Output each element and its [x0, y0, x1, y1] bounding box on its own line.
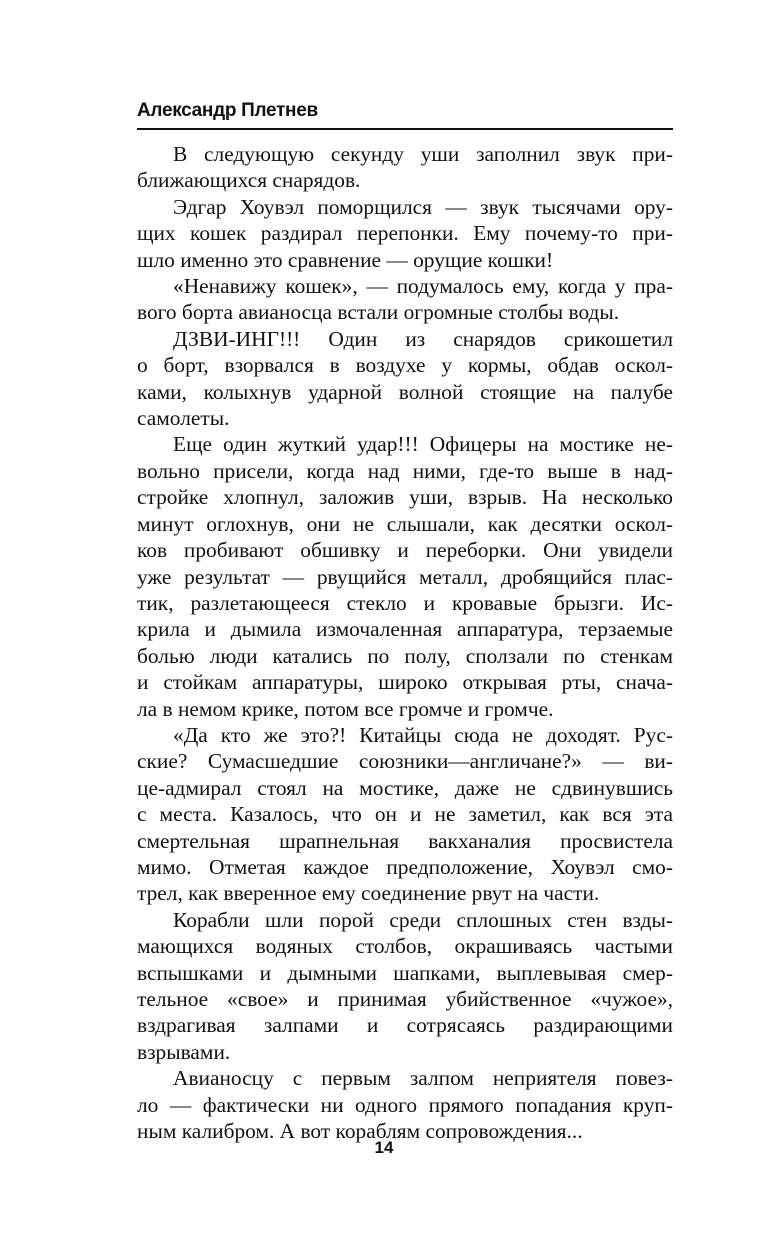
text-line: ла в немом крике, потом все громче и громче.	[137, 696, 554, 721]
text-line: тик, разлетающееся стекло и кровавые брызги. Ис-	[137, 590, 673, 615]
body-text	[137, 141, 673, 1144]
text-line: Корабли шли порой среди сплошных стен взды-	[173, 907, 673, 932]
text-line: стройке хлопнул, заложив уши, взрыв. На несколько	[137, 485, 673, 510]
paragraph	[137, 273, 673, 326]
text-line: и стойкам аппаратуры, широко открывая рты, снача-	[137, 670, 673, 695]
text-line: вольно присели, когда над ними, где-то выше в над-	[137, 458, 673, 483]
paragraph	[137, 194, 673, 273]
text-line: тельное «свое» и принимая убийственное «чужое»,	[137, 987, 673, 1011]
text-line: мимо. Отметая каждое предположение, Хоувэл смо-	[137, 854, 673, 879]
text-line: Авианосцу с первым залпом неприятеля повез-	[173, 1066, 673, 1091]
text-line: крила и дымила измочаленная аппаратура, терзаемые	[137, 617, 673, 642]
text-line: шло именно это сравнение — орущие кошки!	[137, 247, 554, 272]
text-line: ближающихся снарядов.	[137, 168, 361, 193]
text-line: Еще один жуткий удар!!! Офицеры на мостике не-	[173, 432, 673, 457]
text-line: о борт, взорвался в воздухе у кормы, обдав оскол-	[137, 353, 673, 378]
paragraph	[137, 907, 673, 1065]
paragraph	[137, 722, 673, 907]
text-line: «Да кто же это?! Китайцы сюда не доходят. Рус-	[173, 722, 673, 747]
text-line: с места. Казалось, что он и не заметил, как вся эта	[137, 802, 673, 827]
text-line: ным калибром. А вот кораблям сопровождения...	[137, 1119, 583, 1144]
text-line: «Ненавижу кошек», — подумалось ему, когда у пра-	[173, 274, 673, 299]
running-head	[137, 96, 673, 130]
text-line: ло — фактически ни одного прямого попадания круп-	[137, 1092, 673, 1117]
text-line: ДЗВИ-ИНГ!!! Один из снарядов срикошетил	[173, 326, 673, 351]
text-line: трел, как вверенное ему соединение рвут на части.	[137, 881, 600, 906]
text-line: болью люди катались по полу, сползали по стенкам	[137, 643, 673, 668]
text-line: ков пробивают обшивку и переборки. Они увидели	[137, 538, 673, 563]
page-number: 14	[374, 1138, 394, 1157]
text-line: ские? Сумасшедшие союзники—англичане?» — ви-	[137, 749, 673, 774]
text-line: Эдгар Хоувэл поморщился — звук тысячами ору-	[173, 194, 673, 219]
text-line: уже результат — рвущийся металл, дробящийся плас-	[137, 564, 673, 589]
paragraph	[137, 1065, 673, 1144]
text-line: ками, колыхнув ударной волной стоящие на палубе	[137, 379, 673, 404]
text-line: вого борта авианосца встали огромные столбы воды.	[137, 300, 620, 325]
text-line: це-адмирал стоял на мостике, даже не сдвинувшись	[137, 775, 673, 800]
text-line: мающихся водяных столбов, окрашиваясь частыми	[137, 934, 673, 959]
paragraph	[137, 431, 673, 721]
running-head-author: Александр Плетнев	[137, 100, 318, 121]
text-line: смертельная шрапнельная вакханалия просвистела	[137, 828, 673, 853]
text-line: самолеты.	[137, 406, 230, 431]
text-line: В следующую секунду уши заполнил звук при-	[173, 142, 673, 166]
paragraph	[137, 326, 673, 432]
text-line: щих кошек раздирал перепонки. Ему почему-то при-	[137, 221, 673, 246]
text-line: взрывами.	[137, 1039, 231, 1064]
text-line: вздрагивая залпами и сотрясаясь раздирающими	[137, 1013, 673, 1038]
text-line: вспышками и дымными шапками, выплевывая смер-	[137, 960, 673, 985]
paragraph	[137, 141, 673, 194]
text-line: минут оглохнув, они не слышали, как десятки оскол-	[137, 511, 673, 536]
